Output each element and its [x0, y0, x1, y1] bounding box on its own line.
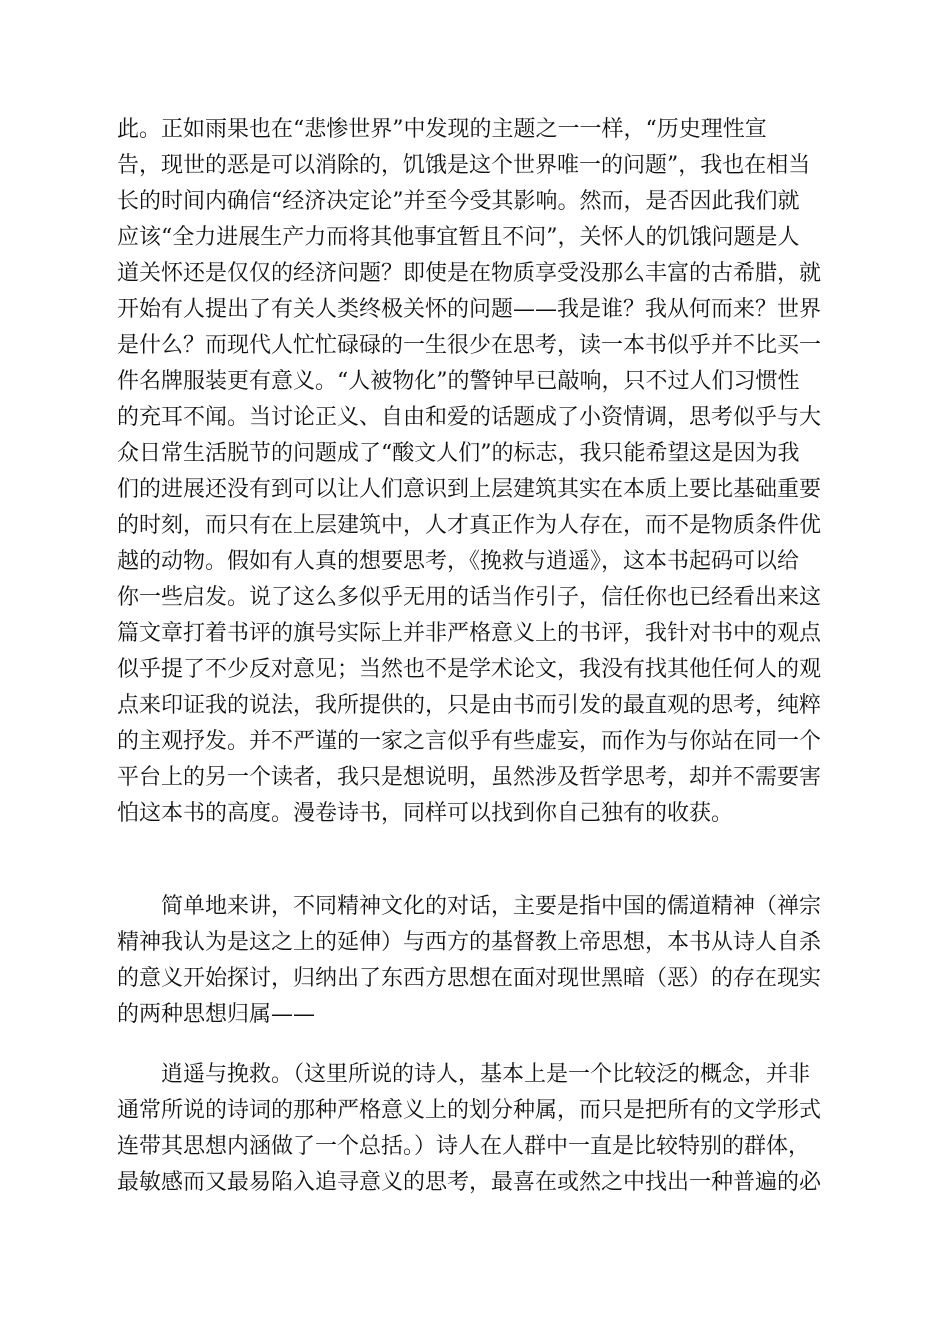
text-line: 件名牌服装更有意义。“人被物化”的警钟早已敲响，只不过人们习惯性: [117, 369, 800, 394]
text-line: 逍遥与挽救。（这里所说的诗人，基本上是一个比较泛的概念，并非: [117, 1062, 811, 1087]
text-line: 的两种思想归属——: [117, 1002, 316, 1027]
text-line: 最敏感而又最易陷入追寻意义的思考，最喜在或然之中找出一种普遍的必: [117, 1170, 822, 1195]
text-line: 的意义开始探讨，归纳出了东西方思想在面对现世黑暗（恶）的存在现实: [117, 966, 822, 991]
text-line: 的充耳不闻。当讨论正义、自由和爱的话题成了小资情调，思考似乎与大: [117, 405, 822, 430]
text-line: 篇文章打着书评的旗号实际上并非严格意义上的书评，我针对书中的观点: [117, 621, 822, 646]
text-line: 平台上的另一个读者，我只是想说明，虽然涉及哲学思考，却并不需要害: [117, 765, 822, 790]
text-line: 道关怀还是仅仅的经济问题？即使是在物质享受没那么丰富的古希腊，就: [117, 261, 822, 286]
text-line: 的时刻，而只有在上层建筑中，人才真正作为人存在，而不是物质条件优: [117, 513, 822, 538]
paragraph-1: [117, 112, 833, 832]
text-line: 连带其思想内涵做了一个总括。）诗人在人群中一直是比较特别的群体，: [117, 1134, 811, 1159]
text-line: 众日常生活脱节的问题成了“酸文人们”的标志，我只能希望这是因为我: [117, 441, 800, 466]
paragraph-3: [117, 1057, 833, 1201]
text-line: 应该“全力进展生产力而将其他事宜暂且不问”，关怀人的饥饿问题是人: [117, 225, 800, 250]
text-line: 告，现世的恶是可以消除的，饥饿是这个世界唯一的问题”，我也在相当: [117, 153, 811, 178]
text-line: 通常所说的诗词的那种严格意义上的划分种属，而只是把所有的文学形式: [117, 1098, 822, 1123]
text-line: 点来印证我的说法，我所提供的，只是由书而引发的最直观的思考，纯粹: [117, 693, 822, 718]
text-line: 精神我认为是这之上的延伸）与西方的基督教上帝思想，本书从诗人自杀: [117, 930, 822, 955]
text-line: 长的时间内确信“经济决定论”并至今受其影响。然而，是否因此我们就: [117, 189, 800, 214]
text-line: 你一些启发。说了这么多似乎无用的话当作引子，信任你也已经看出来这: [117, 585, 822, 610]
text-line: 简单地来讲，不同精神文化的对话，主要是指中国的儒道精神（禅宗: [117, 894, 822, 919]
text-line: 的主观抒发。并不严谨的一家之言似乎有些虚妄，而作为与你站在同一个: [117, 729, 822, 754]
paragraph-2: [117, 889, 833, 1033]
text-line: 是什么？而现代人忙忙碌碌的一生很少在思考，读一本书似乎并不比买一: [117, 333, 822, 358]
text-line: 们的进展还没有到可以让人们意识到上层建筑其实在本质上要比基础重要: [117, 477, 822, 502]
text-line: 越的动物。假如有人真的想要思考，《挽救与逍遥》，这本书起码可以给: [117, 549, 800, 574]
text-line: 此。正如雨果也在“悲惨世界”中发现的主题之一一样，“历史理性宣: [117, 117, 767, 142]
text-line: 开始有人提出了有关人类终极关怀的问题——我是谁？我从何而来？世界: [117, 297, 822, 322]
text-line: 似乎提了不少反对意见；当然也不是学术论文，我没有找其他任何人的观: [117, 657, 822, 682]
text-line: 怕这本书的高度。漫卷诗书，同样可以找到你自己独有的收获。: [117, 801, 734, 826]
